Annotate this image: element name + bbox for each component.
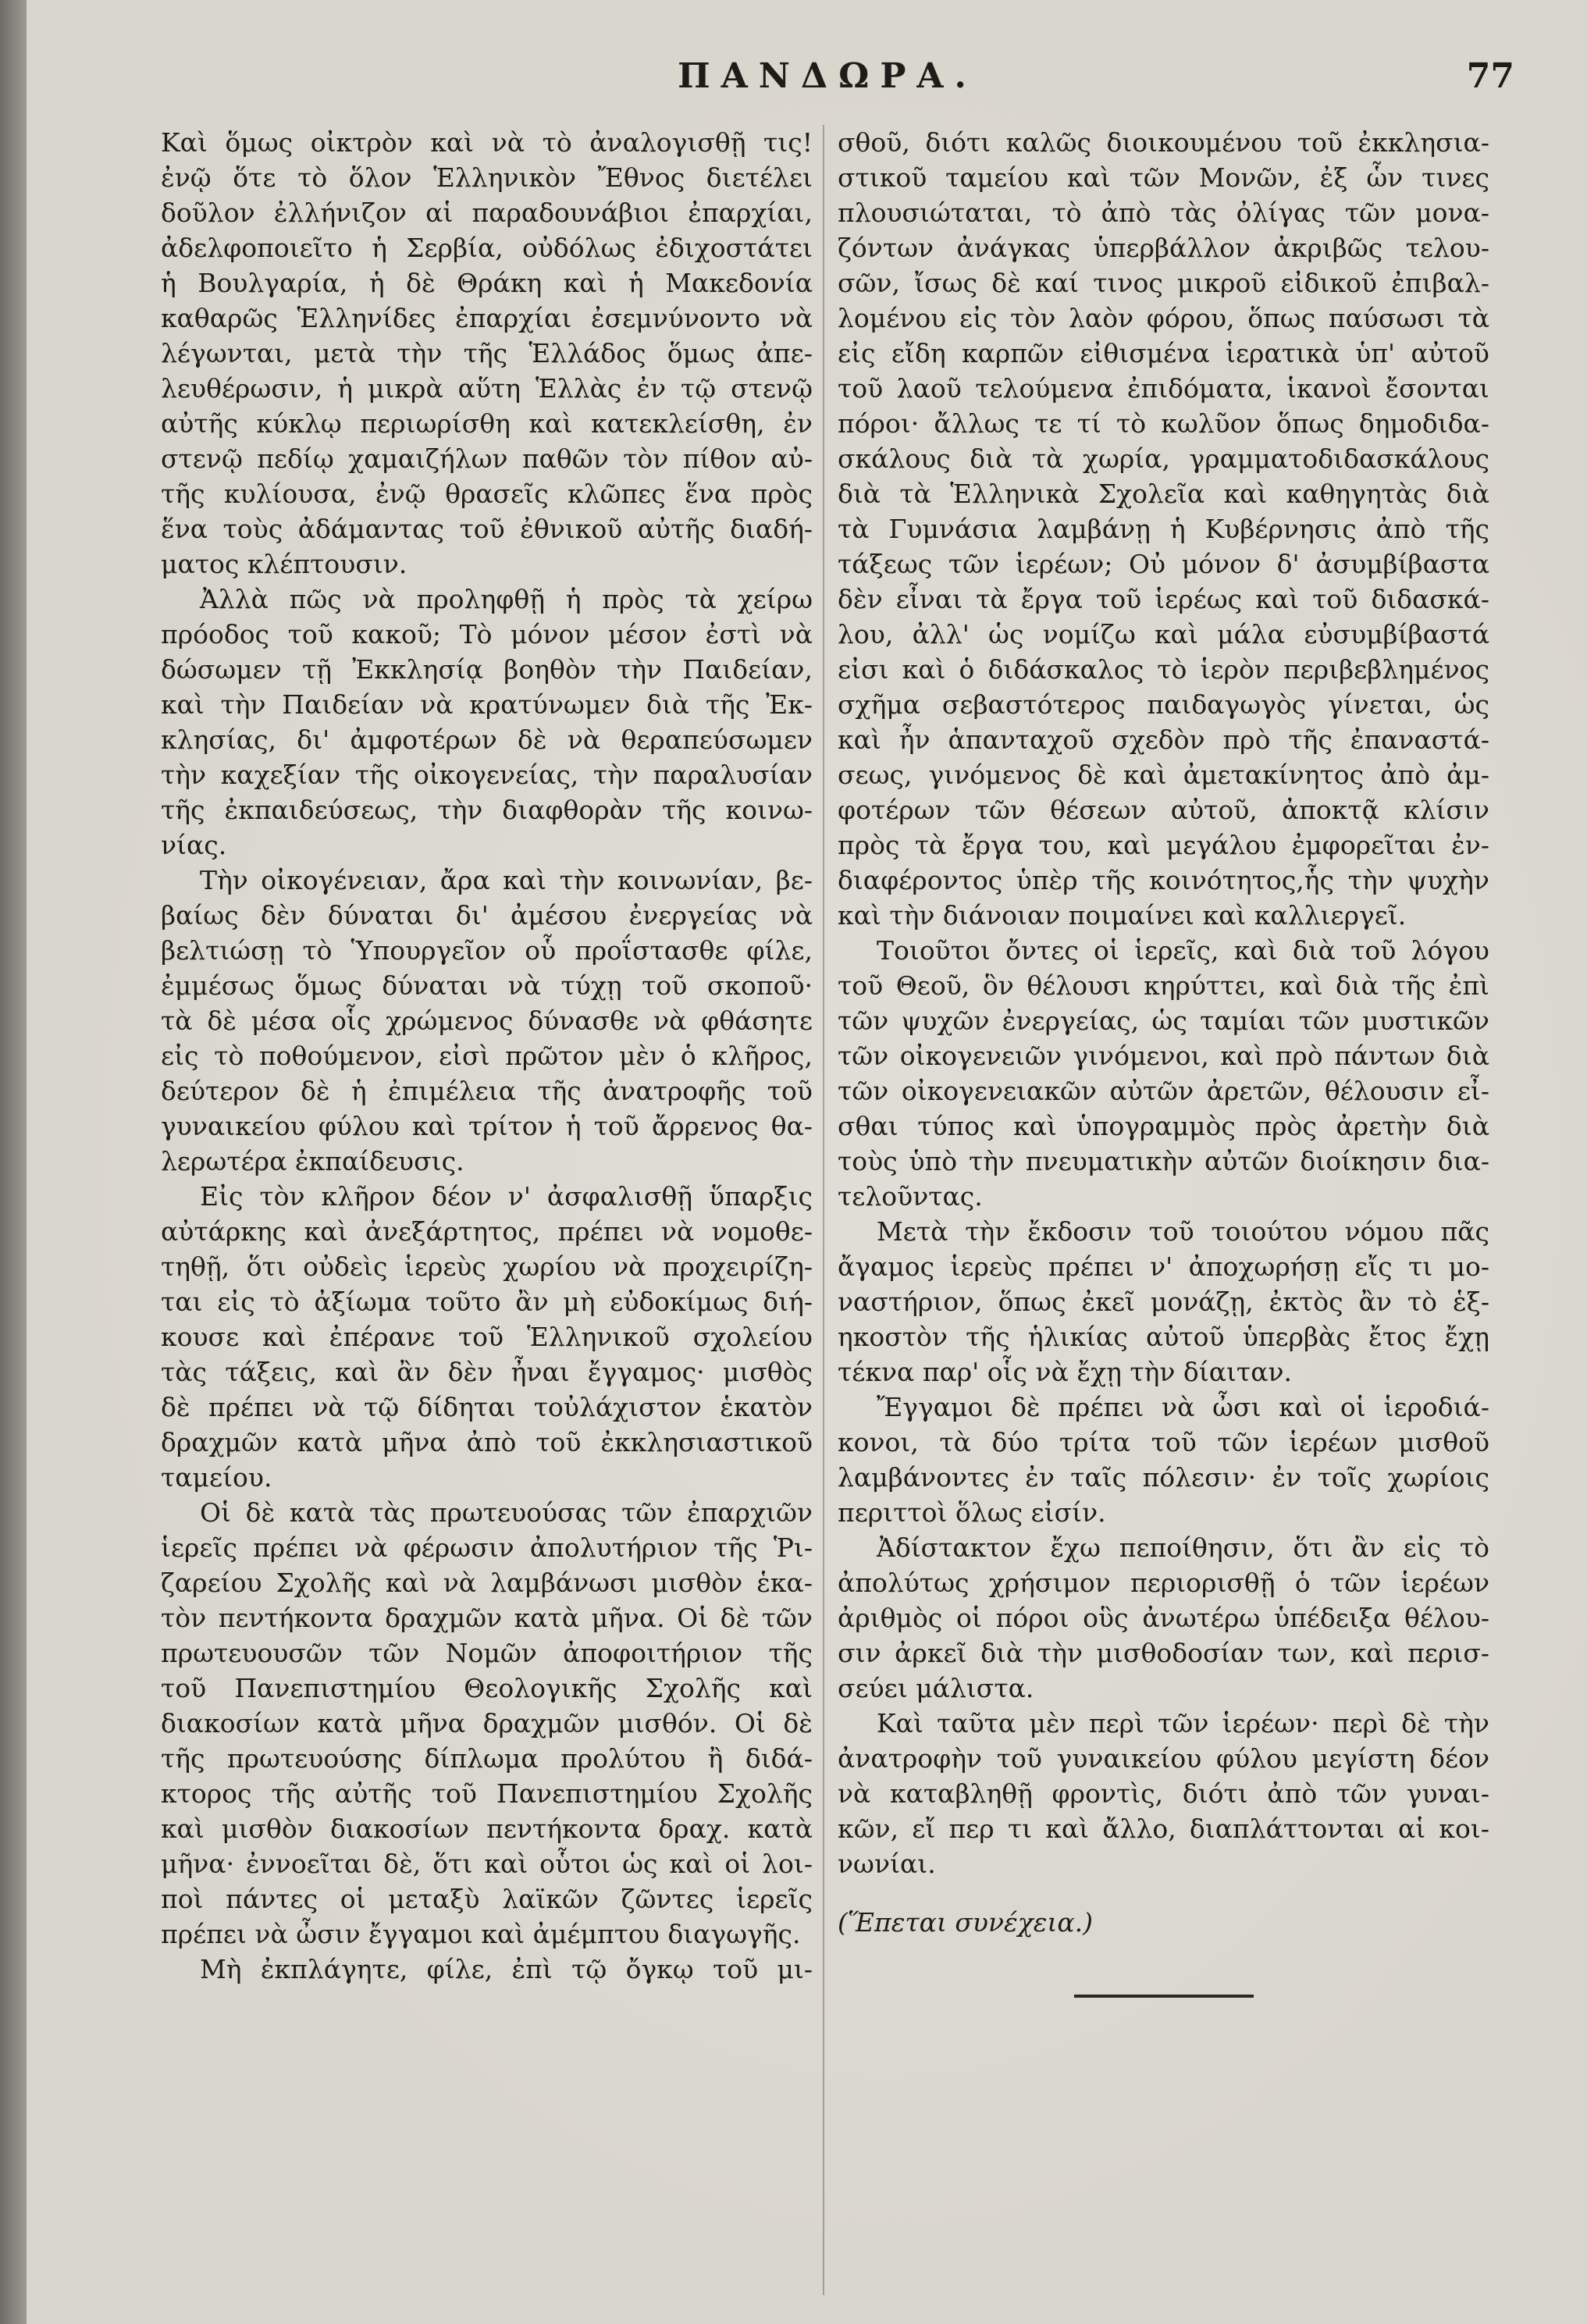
text-line: λέγωνται, μετὰ τὴν τῆς Ἑλλάδος ὅμως ἀπε-: [161, 338, 813, 368]
text-line: ζαρείου Σχολῆς καὶ νὰ λαμβάνωσι μισθὸν ἑκα-: [161, 1568, 813, 1598]
text-line: βαίως δὲν δύναται δι' ἀμέσου ἐνεργείας νὰ: [161, 900, 813, 931]
text-line: ται εἰς τὸ ἀξίωμα τοῦτο ἂν μὴ εὐδοκίμως διή-: [161, 1287, 813, 1317]
text-line: Καὶ ταῦτα μὲν περὶ τῶν ἱερέων· περὶ δὲ τὴν: [877, 1708, 1489, 1739]
text-line: τῆς ἐκπαιδεύσεως, τὴν διαφθορὰν τῆς κοινω-: [161, 795, 813, 825]
text-line: φοτέρων τῶν θέσεων αὐτοῦ, ἀποκτᾷ κλίσιν: [838, 795, 1489, 825]
text-line: σκάλους διὰ τὰ χωρία, γραμματοδιδασκάλους: [838, 443, 1489, 474]
left-column: [161, 125, 813, 1987]
page-number: 77: [1466, 56, 1514, 96]
text-line: τὸν πεντήκοντα δραχμῶν κατὰ μῆνα. Οἱ δὲ τῶν: [161, 1603, 813, 1633]
text-line: λευθέρωσιν, ἡ μικρὰ αὕτη Ἑλλὰς ἐν τῷ στενῷ: [161, 373, 813, 404]
text-line: καὶ μισθὸν διακοσίων πεντήκοντα δραχ. κατὰ: [161, 1813, 813, 1844]
text-line: τὰ Γυμνάσια λαμβάνῃ ἡ Κυβέρνησις ἀπὸ τῆς: [838, 514, 1489, 544]
text-line: νὰ καταβληθῇ φροντὶς, διότι ἀπὸ τῶν γυναι-: [838, 1778, 1489, 1809]
text-line: τῆς κυλίουσα, ἐνῷ θρασεῖς κλῶπες ἕνα πρὸς: [161, 479, 813, 509]
text-line: τὰ δὲ μέσα οἷς χρώμενος δύνασθε νὰ φθάσητε: [161, 1005, 813, 1036]
text-line: δοῦλον ἐλλήνιζον αἱ παραδουνάβιοι ἐπαρχίαι,: [161, 198, 813, 228]
text-line: τελοῦντας.: [838, 1181, 983, 1212]
text-line: ταμείου.: [161, 1462, 272, 1493]
text-line: διαφέροντος ὑπὲρ τῆς κοινότητος,ἧς τὴν ψυχὴν: [838, 865, 1489, 895]
text-line: κῶν, εἴ περ τι καὶ ἄλλο, διαπλάττονται αἱ κοι-: [838, 1813, 1489, 1844]
text-line: ἡ Βουλγαρία, ἡ δὲ Θράκη καὶ ἡ Μακεδονία: [161, 268, 813, 298]
text-line: πλουσιώταται, τὸ ἀπὸ τὰς ὀλίγας τῶν μονα-: [838, 198, 1489, 228]
text-line: τάξεως τῶν ἱερέων; Οὐ μόνον δ' ἀσυμβίβαστα: [838, 549, 1489, 579]
text-line: σιν ἀρκεῖ διὰ τὴν μισθοδοσίαν των, καὶ περισ-: [838, 1638, 1489, 1668]
text-line: ἱερεῖς πρέπει νὰ φέρωσιν ἀπολυτήριον τῆς Ῥι-: [161, 1532, 813, 1563]
text-line: αὐτάρκης καὶ ἀνεξάρτητος, πρέπει νὰ νομοθε-: [161, 1216, 813, 1247]
end-rule: [1074, 1995, 1254, 1998]
text-line: δὲν εἶναι τὰ ἔργα τοῦ ἱερέως καὶ τοῦ διδασκά-: [838, 584, 1489, 614]
text-line: ἄγαμος ἱερεὺς πρέπει ν' ἀποχωρήσῃ εἴς τι μο-: [838, 1251, 1489, 1282]
text-line: διὰ τὰ Ἑλληνικὰ Σχολεῖα καὶ καθηγητὰς διὰ: [838, 479, 1489, 509]
right-column: [838, 125, 1489, 1998]
text-line: Ἀδίστακτον ἔχω πεποίθησιν, ὅτι ἂν εἰς τὸ: [877, 1532, 1489, 1563]
text-line: σεως, γινόμενος δὲ καὶ ἀμετακίνητος ἀπὸ ἀμ-: [838, 760, 1489, 790]
text-line: τῶν οἰκογενειακῶν αὐτῶν ἀρετῶν, θέλουσιν εἶ-: [838, 1076, 1489, 1106]
column-divider: [823, 125, 824, 2295]
journal-title: ΠΑΝΔΩΡΑ.: [678, 56, 977, 96]
text-line: ἐμμέσως ὅμως δύναται νὰ τύχῃ τοῦ σκοποῦ·: [161, 970, 813, 1001]
text-line: σθοῦ, διότι καλῶς διοικουμένου τοῦ ἐκκλησια-: [838, 127, 1489, 158]
text-line: Τὴν οἰκογένειαν, ἄρα καὶ τὴν κοινωνίαν, βε-: [200, 865, 813, 895]
text-line: σθαι τύπος καὶ ὑπογραμμὸς πρὸς ἀρετὴν διὰ: [838, 1111, 1489, 1141]
text-line: τὴν καχεξίαν τῆς οἰκογενείας, τὴν παραλυσίαν: [161, 760, 813, 790]
text-line: τοῦ λαοῦ τελούμενα ἐπιδόματα, ἱκανοὶ ἔσονται: [838, 373, 1489, 404]
text-line: πρόοδος τοῦ κακοῦ; Τὸ μόνον μέσον ἐστὶ νὰ: [161, 619, 813, 650]
running-head: [141, 56, 1514, 111]
text-line: λομένου εἰς τὸν λαὸν φόρου, ὅπως παύσωσι τὰ: [838, 303, 1489, 333]
text-line: ἀδελφοποιεῖτο ἡ Σερβία, οὐδόλως ἐδιχοστάτει: [161, 233, 813, 263]
text-line: ναστήριον, ὅπως ἐκεῖ μονάζῃ, ἐκτὸς ἂν τὸ ἑξ-: [838, 1287, 1489, 1317]
text-line: καὶ τὴν διάνοιαν ποιμαίνει καὶ καλλιεργεῖ.: [838, 900, 1407, 931]
text-line: Τοιοῦτοι ὄντες οἱ ἱερεῖς, καὶ διὰ τοῦ λόγου: [877, 935, 1489, 966]
text-line: καθαρῶς Ἑλληνίδες ἐπαρχίαι ἐσεμνύνοντο νὰ: [161, 303, 813, 333]
text-line: τοὺς ὑπὸ τὴν πνευματικὴν αὐτῶν διοίκησιν δια-: [838, 1146, 1489, 1176]
text-line: Μετὰ τὴν ἔκδοσιν τοῦ τοιούτου νόμου πᾶς: [877, 1216, 1489, 1247]
text-line: ἀριθμὸς οἱ πόροι οὓς ἀνωτέρω ὑπέδειξα θέλου-: [838, 1603, 1489, 1633]
text-line: τὰς τάξεις, καὶ ἂν δὲν ἦναι ἔγγαμος· μισθὸς: [161, 1357, 813, 1387]
text-line: κουσε καὶ ἐπέρανε τοῦ Ἑλληνικοῦ σχολείου: [161, 1322, 813, 1352]
text-line: εἰς τὸ ποθούμενον, εἰσὶ πρῶτον μὲν ὁ κλῆρος,: [161, 1041, 813, 1071]
text-line: κονοι, τὰ δύο τρίτα τοῦ τῶν ἱερέων μισθοῦ: [838, 1427, 1489, 1457]
text-line: σχῆμα σεβαστότερος παιδαγωγὸς γίνεται, ὡς: [838, 689, 1489, 720]
text-line: δεύτερον δὲ ἡ ἐπιμέλεια τῆς ἀνατροφῆς τοῦ: [161, 1076, 813, 1106]
text-line: περιττοὶ ὅλως εἰσίν.: [838, 1497, 1106, 1528]
text-line: καὶ τὴν Παιδείαν νὰ κρατύνωμεν διὰ τῆς Ἐκ-: [161, 689, 813, 720]
text-line: τοῦ Θεοῦ, ὃν θέλουσι κηρύττει, καὶ διὰ τῆς ἐπὶ: [838, 970, 1489, 1001]
text-line: βελτιώσῃ τὸ Ὑπουργεῖον οὗ προΐστασθε φίλε,: [161, 935, 813, 966]
text-line: ποὶ πάντες οἱ μεταξὺ λαϊκῶν ζῶντες ἱερεῖς: [161, 1884, 813, 1914]
text-line: νωνίαι.: [838, 1849, 936, 1879]
text-line: γυναικείου φύλου καὶ τρίτον ἡ τοῦ ἄρρενος θα-: [161, 1111, 813, 1141]
text-line: δώσωμεν τῇ Ἐκκλησίᾳ βοηθὸν τὴν Παιδείαν,: [161, 654, 813, 685]
text-line: εἰς εἴδη καρπῶν εἰθισμένα ἱερατικὰ ὑπ' αὐτοῦ: [838, 338, 1489, 368]
text-line: λερωτέρα ἐκπαίδευσις.: [161, 1146, 464, 1176]
text-line: πρέπει νὰ ὦσιν ἔγγαμοι καὶ ἀμέμπτου διαγωγῆς.: [161, 1919, 801, 1949]
text-line: ματος κλέπτουσιν.: [161, 549, 407, 579]
text-line: Ἀλλὰ πῶς νὰ προληφθῇ ἡ πρὸς τὰ χείρω: [200, 584, 813, 614]
text-line: Καὶ ὅμως οἰκτρὸν καὶ νὰ τὸ ἀναλογισθῇ τις!: [161, 127, 813, 158]
text-line: πρωτευουσῶν τῶν Νομῶν ἀποφοιτήριον τῆς: [161, 1638, 813, 1668]
text-line: σεύει μάλιστα.: [838, 1673, 1034, 1703]
text-line: δὲ πρέπει νὰ τῷ δίδηται τοὐλάχιστον ἑκατὸν: [161, 1392, 813, 1422]
text-line: τοῦ Πανεπιστημίου Θεολογικῆς Σχολῆς καὶ: [161, 1673, 813, 1703]
text-line: πόροι· ἄλλως τε τί τὸ κωλῦον ὅπως δημοδιδα-: [838, 408, 1489, 439]
text-line: λου, ἀλλ' ὡς νομίζω καὶ μάλα εὐσυμβίβαστά: [838, 619, 1489, 650]
text-line: δραχμῶν κατὰ μῆνα ἀπὸ τοῦ ἐκκλησιαστικοῦ: [161, 1427, 813, 1457]
text-line: τέκνα παρ' οἷς νὰ ἔχῃ τὴν δίαιταν.: [838, 1357, 1293, 1387]
right-column-lines: [838, 125, 1489, 1881]
text-line: ἕνα τοὺς ἀδάμαντας τοῦ ἐθνικοῦ αὐτῆς διαδή-: [161, 514, 813, 544]
text-line: τῶν οἰκογενειῶν γινόμενοι, καὶ πρὸ πάντων διὰ: [838, 1041, 1489, 1071]
text-line: ζόντων ἀνάγκας ὑπερβάλλον ἀκριβῶς τελου-: [838, 233, 1489, 263]
page-gutter: [0, 0, 27, 2324]
text-line: Ἔγγαμοι δὲ πρέπει νὰ ὦσι καὶ οἱ ἱεροδιά-: [877, 1392, 1489, 1422]
text-line: ηκοστὸν τῆς ἡλικίας αὐτοῦ ὑπερβὰς ἔτος ἔχῃ: [838, 1322, 1489, 1352]
text-line: σῶν, ἴσως δὲ καί τινος μικροῦ εἰδικοῦ ἐπιβαλ-: [838, 268, 1489, 298]
text-line: Εἰς τὸν κλῆρον δέον ν' ἀσφαλισθῇ ὕπαρξις: [200, 1181, 813, 1212]
text-line: Οἱ δὲ κατὰ τὰς πρωτευούσας τῶν ἐπαρχιῶν: [200, 1497, 813, 1528]
text-line: αὐτῆς κύκλῳ περιωρίσθη καὶ κατεκλείσθη, ἐν: [161, 408, 813, 439]
text-line: νίας.: [161, 830, 227, 860]
text-line: ἀνατροφὴν τοῦ γυναικείου φύλου μεγίστη δέον: [838, 1743, 1489, 1774]
text-line: πρὸς τὰ ἔργα του, καὶ μεγάλου ἐμφορεῖται ἐν-: [838, 830, 1489, 860]
text-line: διακοσίων κατὰ μῆνα δραχμῶν μισθόν. Οἱ δὲ: [161, 1708, 813, 1739]
text-line: στικοῦ ταμείου καὶ τῶν Μονῶν, ἐξ ὧν τινες: [838, 162, 1489, 193]
text-line: κλησίας, δι' ἀμφοτέρων δὲ νὰ θεραπεύσωμεν: [161, 724, 813, 755]
text-line: εἰσι καὶ ὁ διδάσκαλος τὸ ἱερὸν περιβεβλημένος: [838, 654, 1489, 685]
text-line: ἀπολύτως χρήσιμον περιορισθῇ ὁ τῶν ἱερέων: [838, 1568, 1489, 1598]
text-line: ἐνῷ ὅτε τὸ ὅλον Ἑλληνικὸν Ἔθνος διετέλει: [161, 162, 813, 193]
text-line: Μὴ ἐκπλάγητε, φίλε, ἐπὶ τῷ ὄγκῳ τοῦ μι-: [200, 1954, 813, 1984]
text-line: τῆς πρωτευούσης δίπλωμα προλύτου ἢ διδά-: [161, 1743, 813, 1774]
text-line: στενῷ πεδίῳ χαμαιζήλων παθῶν τὸν πίθον αὐ-: [161, 443, 813, 474]
text-line: λαμβάνοντες ἐν ταῖς πόλεσιν· ἐν τοῖς χωρίοις: [838, 1462, 1489, 1493]
text-line: καὶ ἦν ἁπανταχοῦ σχεδὸν πρὸ τῆς ἐπαναστά-: [838, 724, 1489, 755]
continued-note: (Ἕπεται συνέχεια.): [838, 1907, 1094, 1938]
text-line: τηθῇ, ὅτι οὐδεὶς ἱερεὺς χωρίου νὰ προχειρίζη-: [161, 1251, 813, 1282]
text-line: μῆνα· ἐννοεῖται δὲ, ὅτι καὶ οὗτοι ὡς καὶ οἱ λοι-: [161, 1849, 813, 1879]
text-line: τῶν ψυχῶν ἐνεργείας, ὡς ταμίαι τῶν μυστικῶν: [838, 1005, 1489, 1036]
text-line: κτορος τῆς αὐτῆς τοῦ Πανεπιστημίου Σχολῆς: [161, 1778, 813, 1809]
